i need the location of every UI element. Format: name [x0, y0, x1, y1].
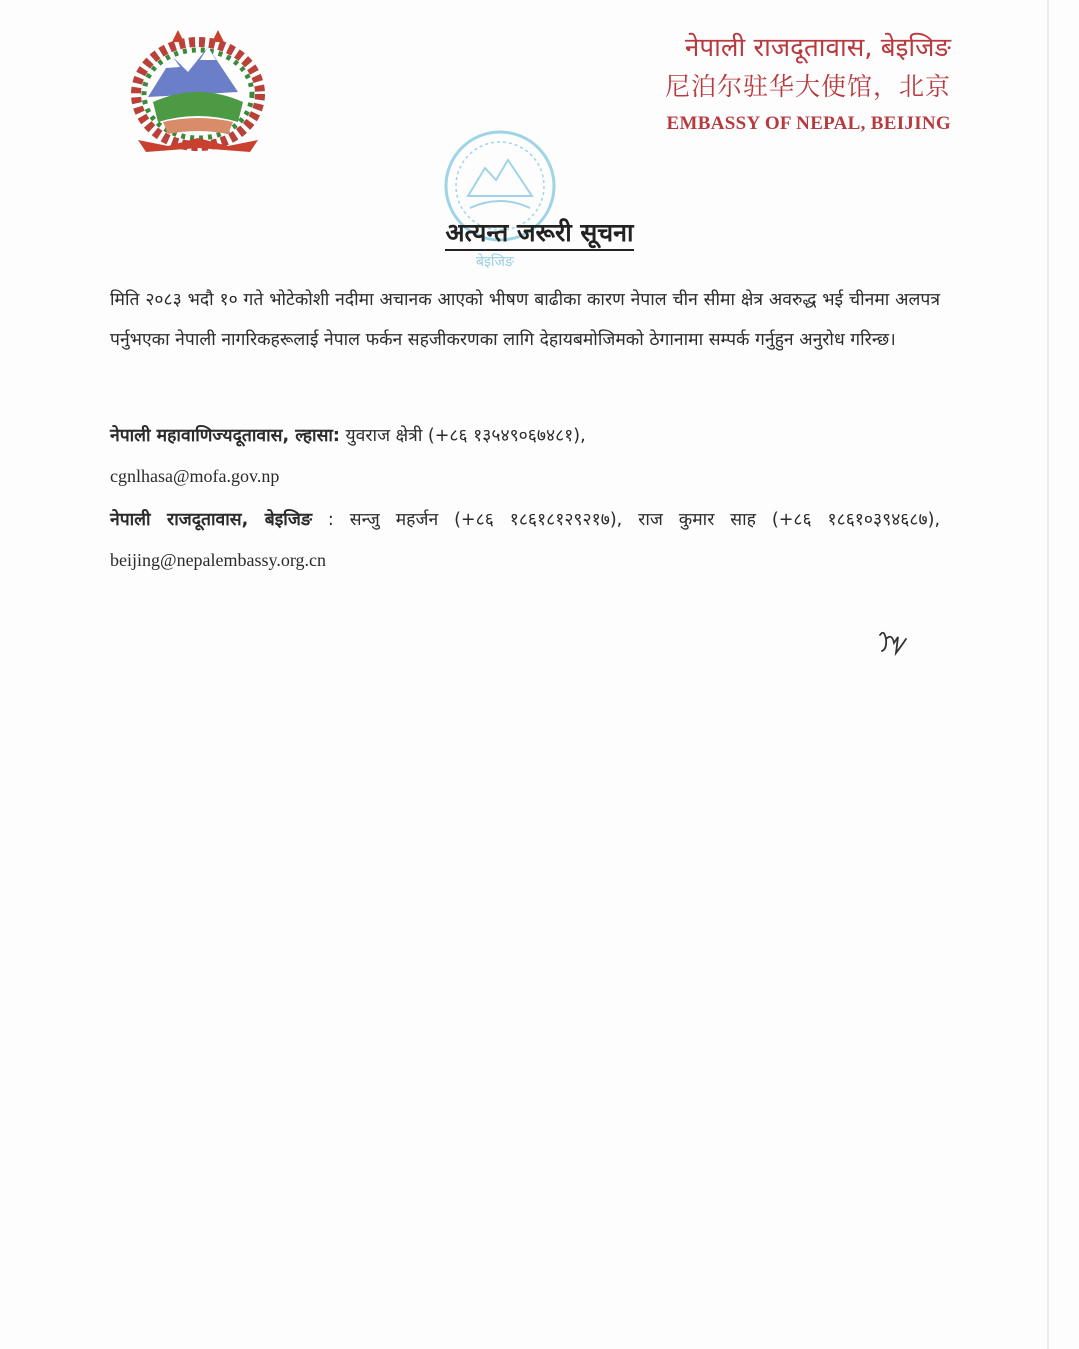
nepal-emblem-icon: [118, 22, 278, 162]
letterhead: [665, 28, 951, 142]
signature-icon: [872, 625, 912, 659]
seal-label: बेइजिङ: [476, 254, 514, 270]
page-edge: [1047, 0, 1049, 1349]
contact-beijing-details: : सन्जु महर्जन (+८६ १८६१८१२९२१७), राज कुमार साह (+८६ १८६१०३९४६८७),: [311, 510, 941, 530]
contact-lhasa: [110, 416, 940, 497]
contact-beijing: [110, 500, 940, 581]
letterhead-chinese: 尼泊尔驻华大使馆，北京: [664, 72, 951, 101]
notice-paragraph: मिति २०८३ भदौ १० गते भोटेकोशी नदीमा अचानक आएको भीषण बाढीका कारण नेपाल चीन सीमा क्षेत्र अवरुद्ध भई चीनमा अलपत्र पर्नुभएका नेपाली नागरिकहरूलाई नेपाल फर्कन सहजीकरणका लागि देहायबमोजिमको ठेगानामा सम्पर्क गर्नुहुन अनुरोध गरिन्छ।: [110, 290, 941, 350]
contact-lhasa-email[interactable]: cgnlhasa@mofa.gov.np: [110, 466, 280, 486]
contact-lhasa-details: युवराज क्षेत्री (+८६ १३५४९०६७४८१),: [339, 426, 586, 446]
notice-title-text: अत्यन्त जरूरी सूचना: [445, 218, 633, 251]
contact-beijing-office: नेपाली राजदूतावास, बेइजिङ: [110, 510, 312, 530]
contact-beijing-email[interactable]: beijing@nepalembassy.org.cn: [110, 550, 327, 570]
letterhead-nepali: नेपाली राजदूतावास, बेइजिङ: [684, 33, 951, 63]
contact-lhasa-office: नेपाली महावाणिज्यदूतावास, ल्हासा:: [110, 426, 340, 446]
letterhead-english: EMBASSY OF NEPAL, BEIJING: [666, 113, 951, 134]
notice-title: [0, 215, 1079, 249]
